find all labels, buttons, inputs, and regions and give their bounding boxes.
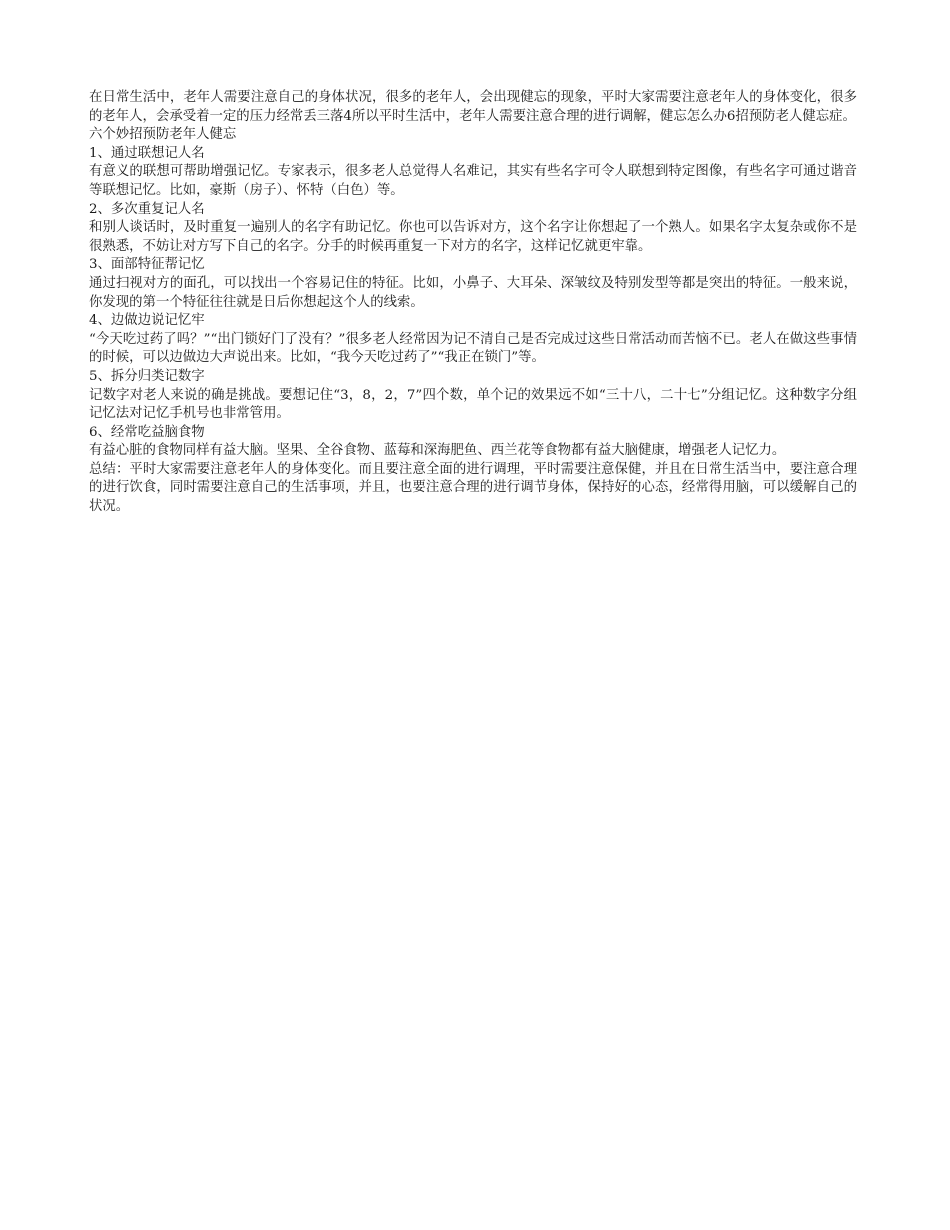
section-heading-5: 5、拆分归类记数字 <box>89 368 205 384</box>
section-heading-3: 3、面部特征帮记忆 <box>89 257 205 273</box>
section-body-4: “今天吃过药了吗？”“出门锁好门了没有？”很多老人经常因为记不清自己是否完成过这些日常活动而苦恼不已。老人在做这些事情的时候，可以边做边大声说出来。比如，“我今天吃过药了”“我正在锁门”等。 <box>89 331 857 366</box>
section-body-3: 通过扫视对方的面孔，可以找出一个容易记住的特征。比如，小鼻子、大耳朵、深皱纹及特别发型等都是突出的特征。一般来说，你发现的第一个特征往往就是日后你想起这个人的线索。 <box>89 275 857 310</box>
section-body-5: 记数字对老人来说的确是挑战。要想记住“3，8，2，7”四个数，单个记的效果远不如“三十八，二十七”分组记忆。这种数字分组记忆法对记忆手机号也非常管用。 <box>89 387 857 422</box>
summary-paragraph: 总结：平时大家需要注意老年人的身体变化。而且要注意全面的进行调理，平时需要注意保健，并且在日常生活当中，要注意合理的进行饮食，同时需要注意自己的生活事项，并且，也要注意合理的进行调节身体，保持好的心态，经常得用脑，可以缓解自己的状况。 <box>89 461 857 515</box>
section-body-1: 有意义的联想可帮助增强记忆。专家表示，很多老人总觉得人名难记，其实有些名字可令人联想到特定图像，有些名字可通过谐音等联想记忆。比如，豪斯（房子）、怀特（白色）等。 <box>89 164 857 198</box>
section-body-2: 和别人谈话时，及时重复一遍别人的名字有助记忆。你也可以告诉对方，这个名字让你想起了一个熟人。如果名字太复杂或你不是很熟悉，不妨让对方写下自己的名字。分手的时候再重复一下对方的名字，这样记忆就更牢靠。 <box>89 220 857 254</box>
section-heading-6: 6、经常吃益脑食物 <box>89 424 205 440</box>
main-title: 六个妙招预防老年人健忘 <box>89 127 237 143</box>
intro-paragraph: 在日常生活中，老年人需要注意自己的身体状况，很多的老年人，会出现健忘的现象，平时大家需要注意老年人的身体变化，很多的老年人，会承受着一定的压力经常丢三落4所以平时生活中，老年人需要注意合理的进行调解，健忘怎么办6招预防老人健忘症。 <box>89 90 857 124</box>
section-body-6: 有益心脏的食物同样有益大脑。坚果、全谷食物、蓝莓和深海肥鱼、西兰花等食物都有益大脑健康，增强老人记忆力。 <box>89 443 786 459</box>
section-heading-4: 4、边做边说记忆牢 <box>89 313 205 329</box>
section-heading-1: 1、通过联想记人名 <box>89 145 205 161</box>
document-page <box>89 89 857 517</box>
section-heading-2: 2、多次重复记人名 <box>89 201 205 217</box>
